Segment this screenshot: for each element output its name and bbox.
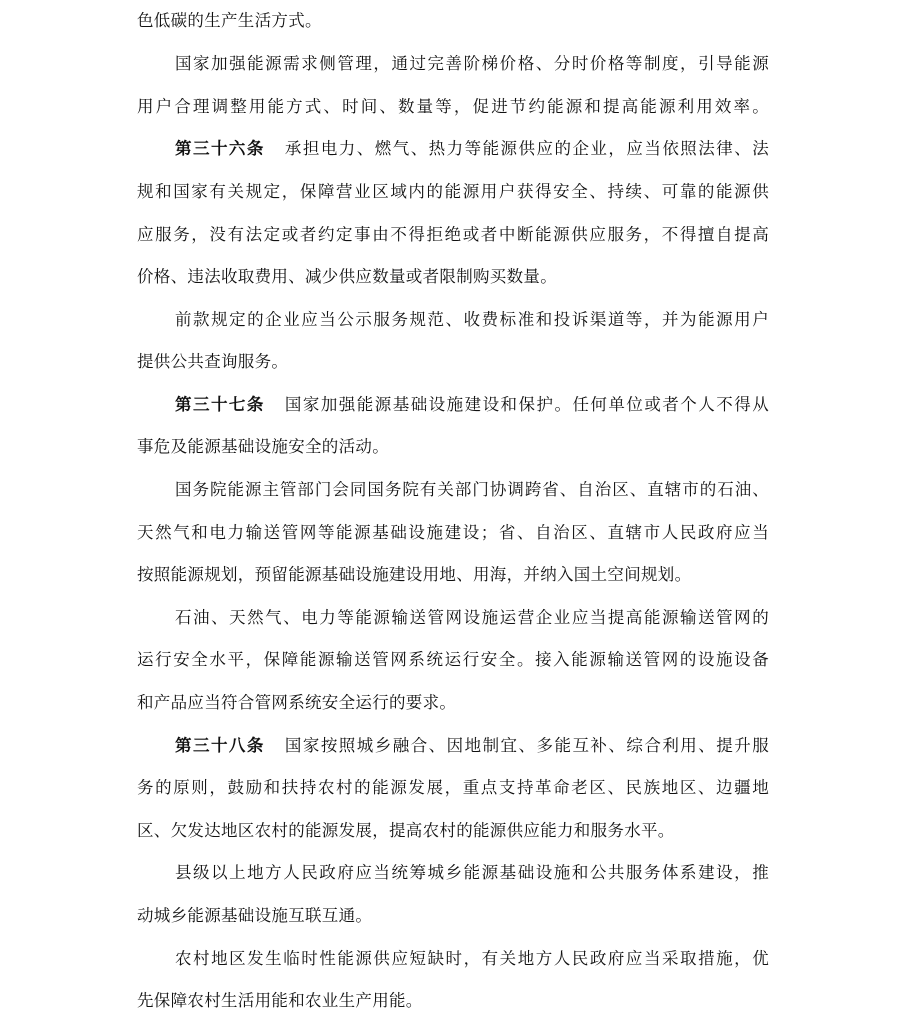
paragraph-line: 提供公共查询服务。 bbox=[137, 352, 289, 371]
paragraph-text: 国家按照城乡融合、因地制宜、多能互补、综合利用、提升服 bbox=[284, 736, 769, 755]
article-36-line bbox=[175, 134, 769, 164]
paragraph-line: 用户合理调整用能方式、时间、数量等，促进节约能源和提高能源利用效率。 bbox=[137, 97, 769, 116]
paragraph-line: 动城乡能源基础设施互联互通。 bbox=[137, 906, 373, 925]
paragraph-line: 务的原则，鼓励和扶持农村的能源发展，重点支持革命老区、民族地区、边疆地 bbox=[137, 778, 769, 797]
paragraph-line: 农村地区发生临时性能源供应短缺时，有关地方人民政府应当采取措施，优 bbox=[175, 949, 769, 968]
paragraph-line: 按照能源规划，预留能源基础设施建设用地、用海，并纳入国土空间规划。 bbox=[137, 565, 692, 584]
paragraph-line: 国家加强能源需求侧管理，通过完善阶梯价格、分时价格等制度，引导能源 bbox=[175, 54, 769, 73]
paragraph-line: 规和国家有关规定，保障营业区域内的能源用户获得安全、持续、可靠的能源供 bbox=[137, 182, 769, 201]
paragraph-line: 色低碳的生产生活方式。 bbox=[137, 11, 322, 30]
paragraph-line: 县级以上地方人民政府应当统筹城乡能源基础设施和公共服务体系建设，推 bbox=[175, 863, 769, 882]
article-38-line bbox=[175, 731, 769, 761]
paragraph-line: 和产品应当符合管网系统安全运行的要求。 bbox=[137, 693, 457, 712]
paragraph-text: 承担电力、燃气、热力等能源供应的企业，应当依照法律、法 bbox=[284, 139, 769, 158]
paragraph-line: 应服务，没有法定或者约定事由不得拒绝或者中断能源供应服务，不得擅自提高 bbox=[137, 225, 769, 244]
paragraph-line: 运行安全水平，保障能源输送管网系统运行安全。接入能源输送管网的设施设备 bbox=[137, 650, 769, 669]
paragraph-text: 国家加强能源基础设施建设和保护。任何单位或者个人不得从 bbox=[284, 395, 769, 414]
paragraph-line: 天然气和电力输送管网等能源基础设施建设；省、自治区、直辖市人民政府应当 bbox=[137, 523, 769, 542]
paragraph-line: 国务院能源主管部门会同国务院有关部门协调跨省、自治区、直辖市的石油、 bbox=[175, 480, 769, 499]
article-number: 第三十七条 bbox=[175, 395, 265, 414]
paragraph-line: 先保障农村生活用能和农业生产用能。 bbox=[137, 991, 423, 1010]
article-37-line bbox=[175, 390, 769, 420]
article-number: 第三十六条 bbox=[175, 139, 265, 158]
paragraph-line: 前款规定的企业应当公示服务规范、收费标准和投诉渠道等，并为能源用户 bbox=[175, 310, 769, 329]
paragraph-line: 区、欠发达地区农村的能源发展，提高农村的能源供应能力和服务水平。 bbox=[137, 821, 675, 840]
paragraph-line: 石油、天然气、电力等能源输送管网设施运营企业应当提高能源输送管网的 bbox=[175, 608, 769, 627]
article-number: 第三十八条 bbox=[175, 736, 265, 755]
paragraph-line: 价格、违法收取费用、减少供应数量或者限制购买数量。 bbox=[137, 267, 557, 286]
paragraph-line: 事危及能源基础设施安全的活动。 bbox=[137, 437, 389, 456]
